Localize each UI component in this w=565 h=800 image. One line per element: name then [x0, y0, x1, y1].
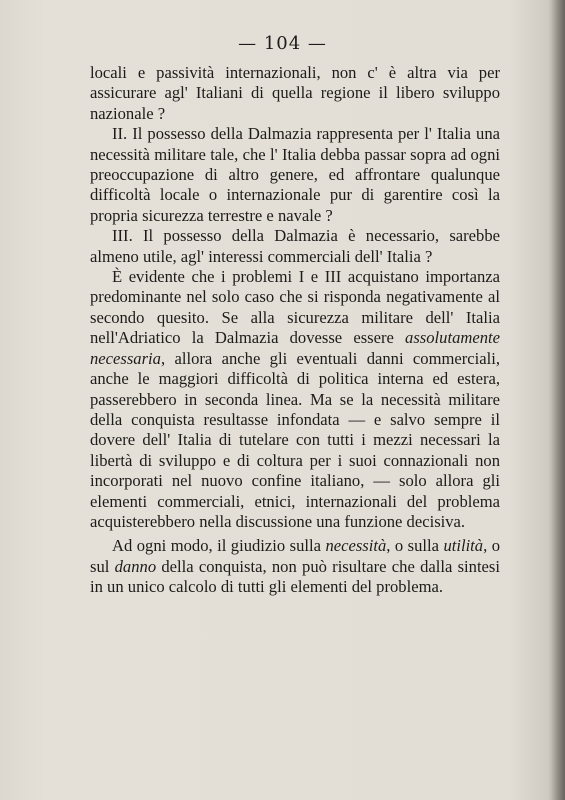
emphasis-assolutamente-necessaria: assolutamente necessaria — [90, 328, 500, 368]
paragraph-5-text-e: , o sul — [90, 536, 500, 576]
paragraph-5-text-c: , o sulla — [386, 536, 444, 556]
emphasis-utilita: utilità — [443, 536, 484, 556]
page-number: — 104 — — [238, 33, 327, 54]
paragraph-question-2: II. Il possesso della Dalmazia rappresenta per l' Italia una necessità militare tale, che l' Italia debba passar sopra ad ogni preoccupazione di altro genere, ed affrontare qualunque difficoltà locale o internazionale pur di garentire così la propria sicurezza terrestre e navale ? — [90, 124, 500, 225]
paragraph-4 — [90, 267, 500, 532]
page-edge-shadow — [551, 0, 565, 800]
paragraph-4-text-c: , allora anche gli eventuali danni commerciali, anche le maggiori difficoltà di politica interna ed estera, passerebbero in seconda linea. Ma se la necessità militare della conquista resultasse infondata — e salvo sempre il dovere dell' Italia di tutelare con tutti i mezzi necessari la libertà di sviluppo e di coltura per i suoi connazionali non incorporati nel nuovo confine italiano, — solo allora gli elementi commerciali, etnici, internazionali del problema acquisterebbero nella discussione una funzione decisiva. — [90, 348, 500, 531]
paragraph-5-text-a: Ad ogni modo, il giudizio sulla — [112, 536, 326, 556]
paragraph-4-text-a: È evidente che i problemi I e III acquistano importanza predominante nel solo caso che si risponda negativamente al secondo quesito. Se alla sicurezza militare dell' Italia nell'Adriatico la Dalmazia dovesse essere — [90, 267, 500, 348]
emphasis-necessita: necessità — [325, 536, 387, 556]
emphasis-danno: danno — [114, 556, 157, 576]
paragraph-1: locali e passività internazionali, non c' è altra via per assicurare agl' Italiani di quella regione il libero sviluppo nazionale ? — [90, 63, 500, 123]
paragraph-question-3: III. Il possesso della Dalmazia è necessario, sarebbe almeno utile, agl' interessi commerciali dell' Italia ? — [90, 226, 500, 266]
body-text — [90, 63, 500, 598]
paragraph-5 — [90, 536, 500, 597]
paragraph-5-text-g: della conquista, non può risultare che dalla sintesi in un unico calcolo di tutti gli elementi del problema. — [90, 556, 500, 597]
